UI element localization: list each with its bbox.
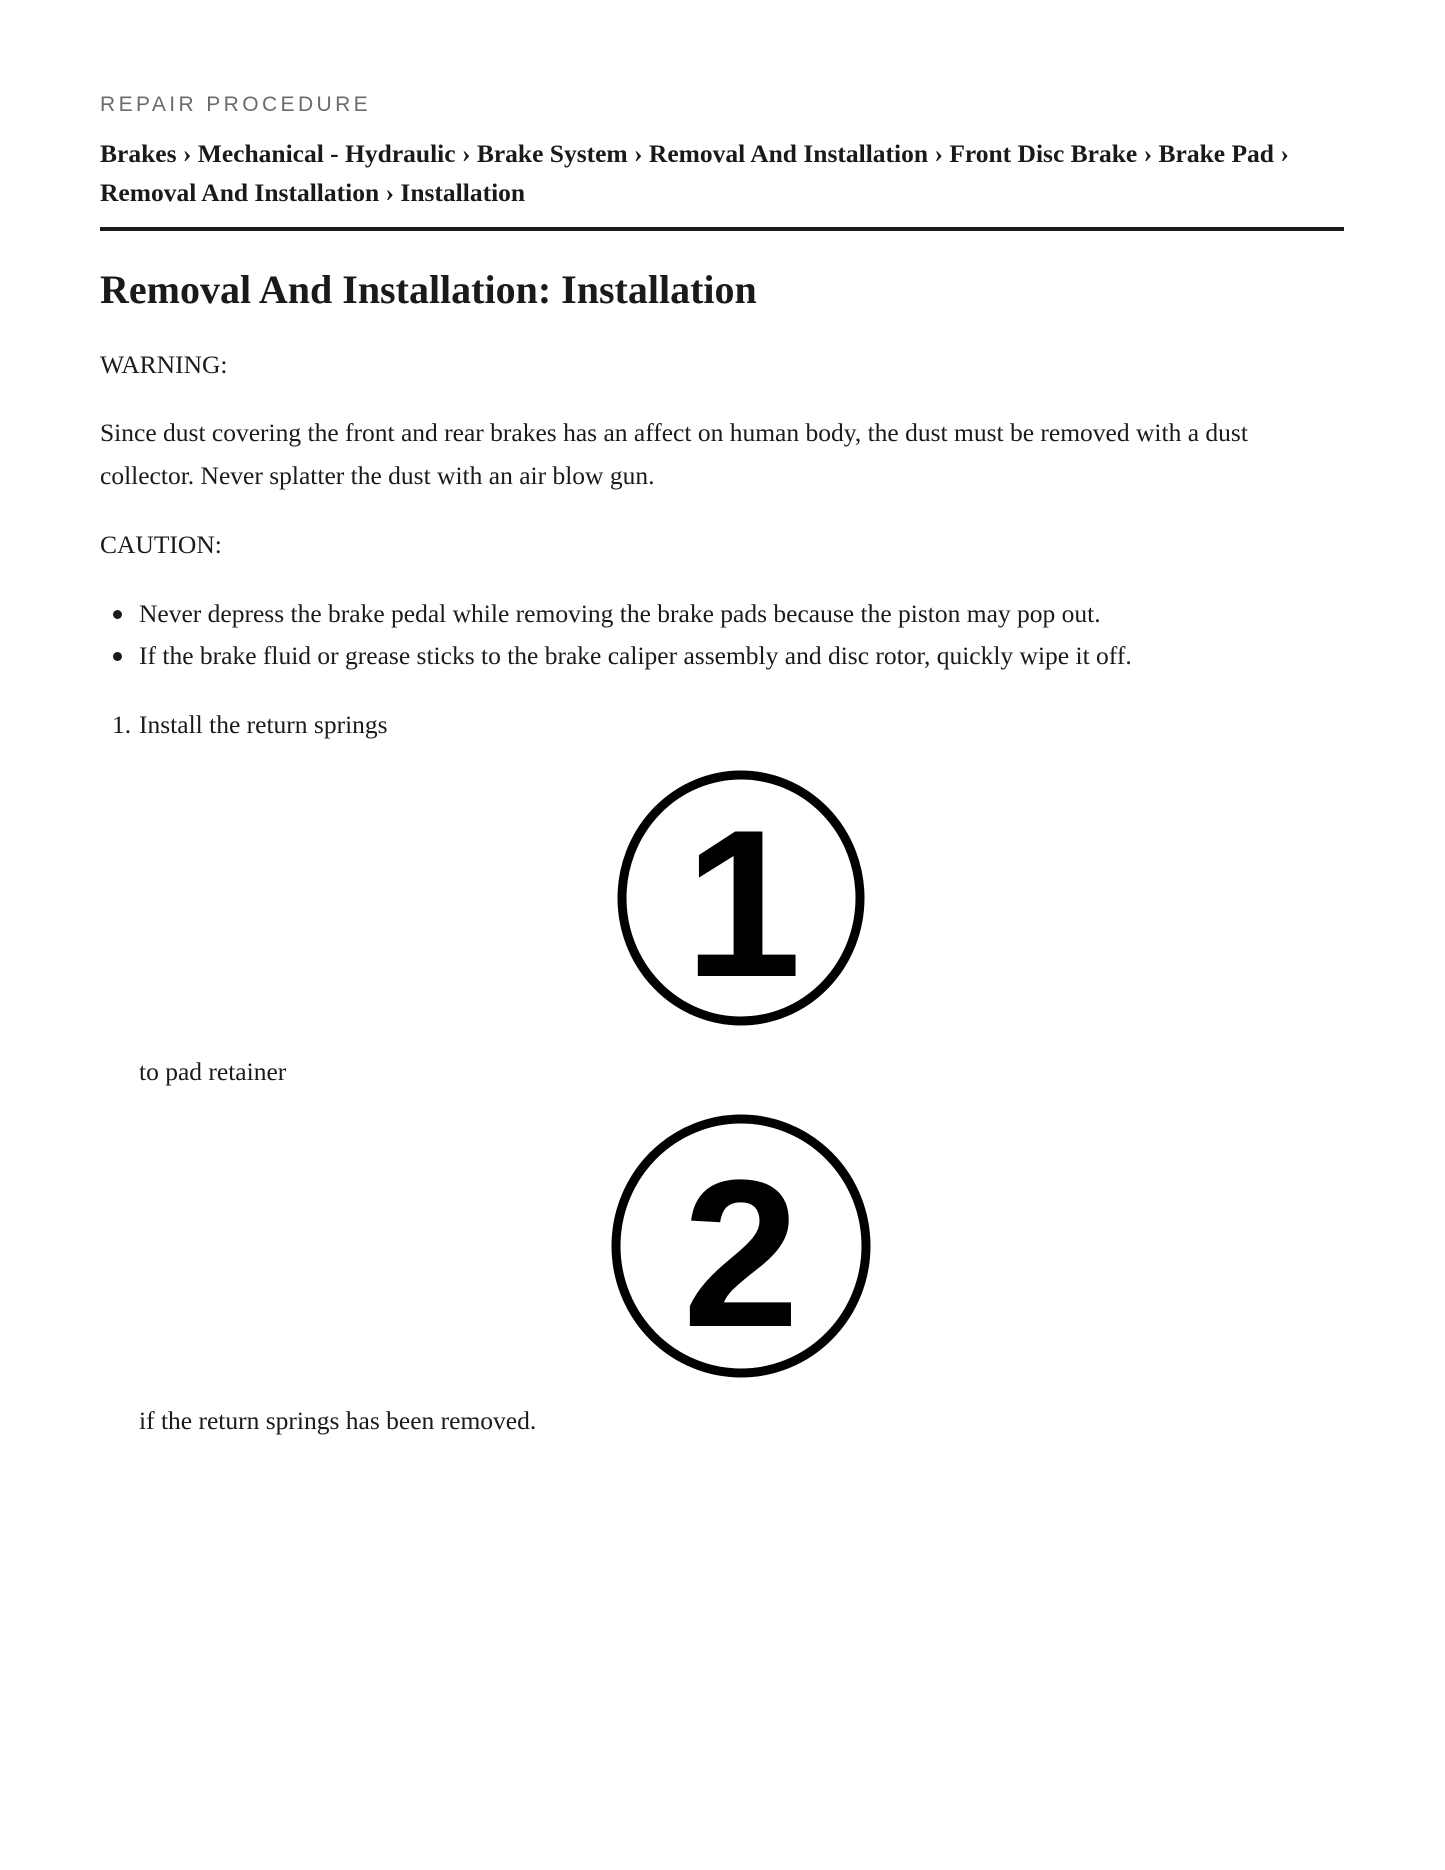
breadcrumb-item-installation[interactable]: Installation <box>400 178 526 207</box>
breadcrumb-item-brake-pad[interactable]: Brake Pad <box>1158 139 1274 168</box>
caution-label: CAUTION: <box>100 530 222 559</box>
breadcrumb-separator: › <box>1143 139 1153 168</box>
header-divider <box>100 227 1344 231</box>
breadcrumb-separator: › <box>461 139 471 168</box>
warning-text: Since dust covering the front and rear brakes has an affect on human body, the dust must be removed with a dust collector. Never splatter the dust with an air blow gun. <box>100 418 1248 490</box>
circled-number-1-icon <box>617 770 865 1026</box>
page-title: Removal And Installation: Installation <box>100 267 757 312</box>
step-number: 1. <box>112 710 132 739</box>
step-text-middle: to pad retainer <box>139 1057 287 1086</box>
breadcrumb <box>100 134 1344 212</box>
bullet-icon <box>113 652 122 661</box>
callout-number: 1 <box>684 786 802 1021</box>
section-kicker: REPAIR PROCEDURE <box>100 93 372 116</box>
step-text-after: if the return springs has been removed. <box>139 1406 537 1435</box>
breadcrumb-item-front-disc-brake[interactable]: Front Disc Brake <box>949 139 1138 168</box>
breadcrumb-separator: › <box>634 139 643 168</box>
breadcrumb-separator: › <box>934 139 943 168</box>
caution-item <box>139 593 1132 635</box>
circled-number-2-icon <box>610 1114 872 1378</box>
breadcrumb-separator: › <box>182 139 192 168</box>
warning-label: WARNING: <box>100 350 228 379</box>
caution-list <box>100 593 1132 677</box>
breadcrumb-item-brake-system[interactable]: Brake System <box>476 139 628 168</box>
bullet-icon <box>113 610 122 619</box>
breadcrumb-separator: › <box>1280 139 1289 168</box>
breadcrumb-item-brakes[interactable]: Brakes <box>100 139 177 168</box>
breadcrumb-separator: › <box>385 178 395 207</box>
breadcrumb-item-removal-and-installation[interactable]: Removal And Installation <box>648 139 929 168</box>
callout-number: 2 <box>682 1136 800 1371</box>
breadcrumb-item-removal-and-installation-2[interactable]: Removal And Installation <box>100 178 380 207</box>
breadcrumb-item-mechanical-hydraulic[interactable]: Mechanical - Hydraulic <box>197 139 456 168</box>
caution-item <box>139 635 1132 677</box>
caution-item-text: If the brake fluid or grease sticks to the brake caliper assembly and disc rotor, quickly wipe it off. <box>139 641 1132 670</box>
caution-item-text: Never depress the brake pedal while removing the brake pads because the piston may pop out. <box>139 599 1101 628</box>
step-text-before: Install the return springs <box>139 710 388 739</box>
